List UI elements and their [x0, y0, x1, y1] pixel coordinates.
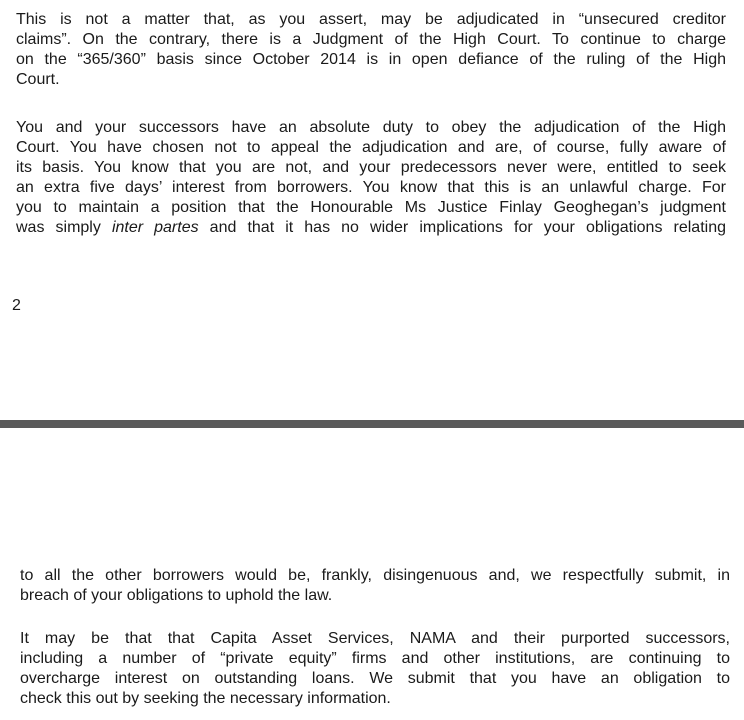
text-line: to all the other borrowers would be, frankly, disingenuous and, we respectfully submit, in	[20, 567, 730, 584]
text-line: its basis. You know that you are not, and your predecessors never were, entitled to seek	[16, 159, 726, 176]
paragraph-disingenuous	[20, 566, 730, 606]
text-line: check this out by seeking the necessary information.	[20, 690, 391, 707]
text-fragment: was simply	[16, 219, 112, 236]
text-line: Court.	[16, 71, 60, 88]
text-line: an extra five days’ interest from borrowers. You know that this is an unlawful charge. For	[16, 179, 726, 196]
paragraph-overcharge-interest	[20, 629, 730, 709]
text-line: on the “365/360” basis since October 2014 is in open defiance of the ruling of the High	[16, 51, 726, 68]
text-line: Court. You have chosen not to appeal the adjudication and are, of course, fully aware of	[16, 139, 726, 156]
text-line: including a number of “private equity” firms and other institutions, are continuing to	[20, 650, 730, 667]
paragraph-unsecured-creditor-claims	[16, 10, 726, 90]
text-line: This is not a matter that, as you assert, may be adjudicated in “unsecured creditor	[16, 11, 726, 28]
page-number: 2	[12, 297, 21, 314]
text-line: You and your successors have an absolute duty to obey the adjudication of the High	[16, 119, 726, 136]
text-line: you to maintain a position that the Honourable Ms Justice Finlay Geoghegan’s judgment	[16, 199, 726, 216]
text-fragment: and that it has no wider implications for your obligations relating	[198, 219, 726, 236]
text-line: claims”. On the contrary, there is a Judgment of the High Court. To continue to charge	[16, 31, 726, 48]
page-break-divider	[0, 420, 744, 428]
text-line-with-italic	[16, 218, 726, 238]
text-line: overcharge interest on outstanding loans. We submit that you have an obligation to	[20, 670, 730, 687]
paragraph-duty-to-obey	[16, 118, 726, 238]
text-line: breach of your obligations to uphold the law.	[20, 587, 333, 604]
italic-term: inter partes	[111, 219, 199, 236]
text-line: It may be that that Capita Asset Services, NAMA and their purported successors,	[20, 630, 730, 647]
